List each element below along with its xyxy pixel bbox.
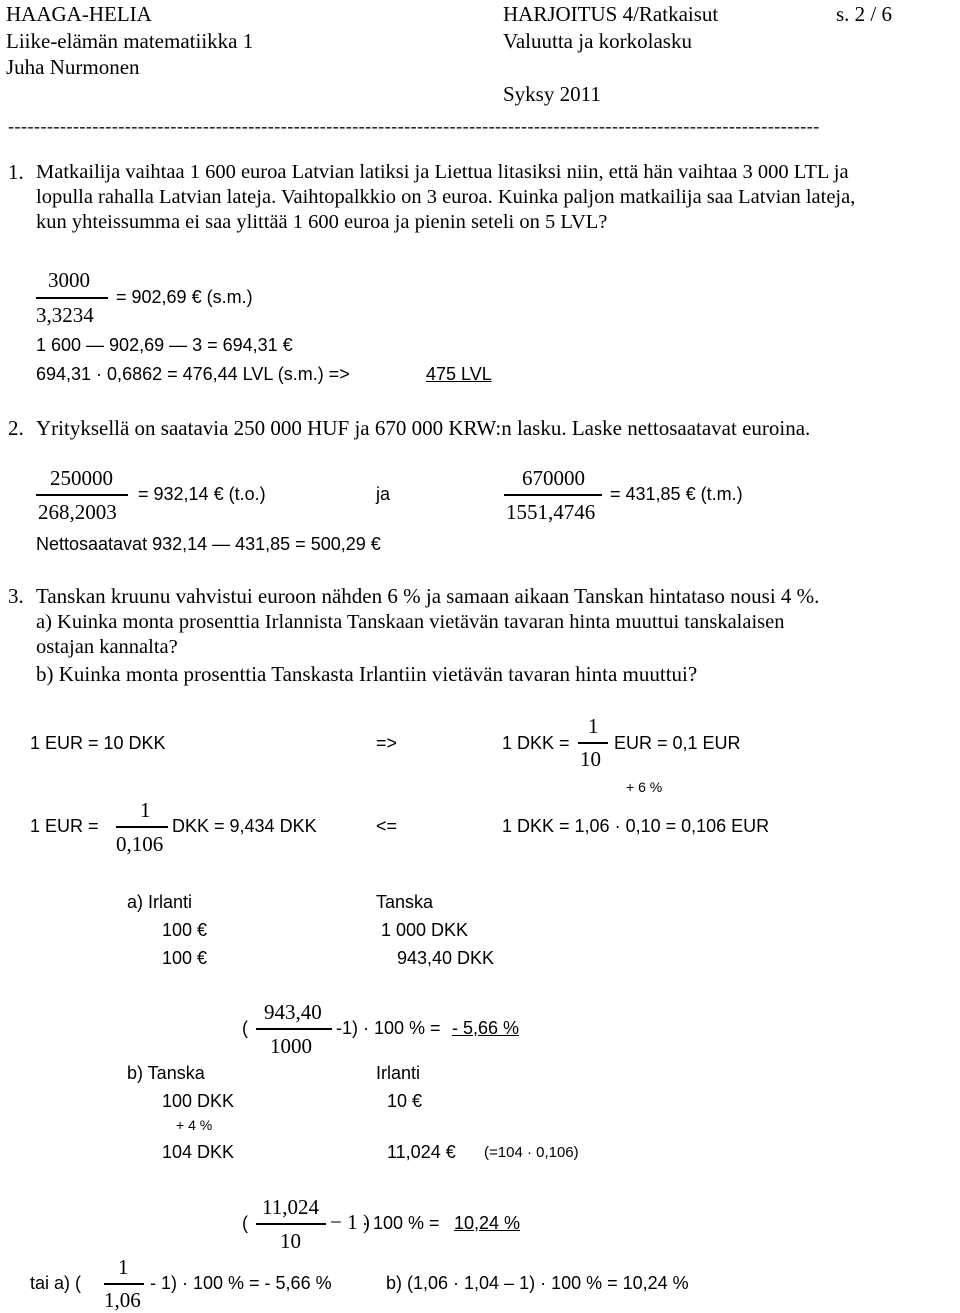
fraction-bar <box>578 742 608 744</box>
b-minus-one: − 1 ) <box>330 1210 370 1234</box>
rate-dkk-label: 1 DKK = <box>502 733 570 753</box>
a-frac-denominator: 1000 <box>270 1034 312 1058</box>
q2-ja: ja <box>376 484 391 504</box>
rate-eur-to-dkk: 1 EUR = 10 DKK <box>30 733 166 753</box>
page-number: s. 2 / 6 <box>836 2 893 26</box>
rate1-numerator: 1 <box>588 714 599 738</box>
q1-calc-line: 694,31 · 0,6862 = 476,44 LVL (s.m.) => <box>36 364 350 384</box>
b-heading: b) Tanska <box>127 1063 205 1083</box>
b-result: 10,24 % <box>454 1213 521 1233</box>
alt-frac-denominator: 1,06 <box>104 1288 141 1312</box>
q1-frac-result: = 902,69 € (s.m.) <box>116 287 253 307</box>
fraction-bar <box>256 1223 326 1225</box>
q2-net-amount: Nettosaatavat 932,14 — 431,85 = 500,29 € <box>36 534 381 554</box>
q2-frac2-numerator: 670000 <box>522 466 585 490</box>
fraction-bar <box>36 297 108 299</box>
plus-four-percent: + 4 % <box>176 1117 213 1133</box>
plus-six-percent: + 6 % <box>626 779 663 795</box>
rate-new-eur-result: DKK = 9,434 DKK <box>172 816 317 836</box>
q1-frac-numerator: 3000 <box>48 268 90 292</box>
a-row1-col1: 100 € <box>162 920 208 940</box>
q2-frac2-denominator: 1551,4746 <box>506 500 596 524</box>
q1-calc-line: 1 600 — 902,69 — 3 = 694,31 € <box>36 335 293 355</box>
rate2-denominator: 0,106 <box>116 832 164 856</box>
q3-part-a-question <box>36 610 784 660</box>
rate-new-dkk: 1 DKK = 1,06 · 0,10 = 0,106 EUR <box>502 816 770 836</box>
arrow-left: <= <box>376 816 398 836</box>
a-row1-col2: 1 000 DKK <box>381 920 469 940</box>
alt-frac-numerator: 1 <box>118 1255 129 1279</box>
a-calc: -1) · 100 % = <box>336 1018 441 1038</box>
a-row2-col1: 100 € <box>162 948 208 968</box>
q2-number: 2. <box>8 416 24 440</box>
q1-frac-denominator: 3,3234 <box>36 303 94 327</box>
b-open-paren: ( <box>242 1213 248 1233</box>
q2-frac1-denominator: 268,2003 <box>38 500 117 524</box>
b-row2-col1: 104 DKK <box>162 1142 235 1162</box>
q3-a-line: ostajan kannalta? <box>36 636 178 658</box>
a-col2-heading: Tanska <box>376 892 434 912</box>
q3-part-b-question: b) Kuinka monta prosenttia Tanskasta Irlantiin vietävän tavaran hinta muuttui? <box>36 662 698 686</box>
b-note: (=104 · 0,106) <box>484 1144 579 1161</box>
q2-frac1-numerator: 250000 <box>50 466 113 490</box>
header-divider: ----------------------------------------------------------------------------------------------------------------------------- <box>8 116 820 136</box>
rate1-denominator: 10 <box>580 747 601 771</box>
a-heading: a) Irlanti <box>127 892 193 912</box>
rate-new-eur-label: 1 EUR = <box>30 816 99 836</box>
b-col2-heading: Irlanti <box>376 1063 421 1083</box>
fraction-bar <box>116 826 168 828</box>
fraction-bar <box>256 1028 332 1030</box>
assignment-title: HARJOITUS 4/Ratkaisut <box>503 2 719 26</box>
a-result: - 5,66 % <box>452 1018 520 1038</box>
alt-b-calc: b) (1,06 · 1,04 – 1) · 100 % = 10,24 % <box>386 1273 689 1293</box>
author: Juha Nurmonen <box>6 55 140 79</box>
q2-frac2-result: = 431,85 € (t.m.) <box>610 484 743 504</box>
q1-answer: 475 LVL <box>426 364 492 384</box>
fraction-bar <box>36 494 128 496</box>
q1-line: lopulla rahalla Latvian lateja. Vaihtopalkkio on 3 euroa. Kuinka paljon matkailija saa Latvian lateja, <box>36 186 856 208</box>
a-frac-numerator: 943,40 <box>264 1000 322 1024</box>
b-frac-denominator: 10 <box>280 1229 301 1253</box>
b-calc: · 100 % = <box>362 1213 440 1233</box>
a-open-paren: ( <box>242 1018 248 1038</box>
a-row2-col2: 943,40 DKK <box>397 948 495 968</box>
fraction-bar <box>504 494 602 496</box>
b-frac-numerator: 11,024 <box>262 1195 319 1219</box>
q2-frac1-result: = 932,14 € (t.o.) <box>138 484 266 504</box>
rate2-numerator: 1 <box>140 798 151 822</box>
q2-text: Yrityksellä on saatavia 250 000 HUF ja 670 000 KRW:n lasku. Laske nettosaatavat euroina. <box>36 416 811 440</box>
term: Syksy 2011 <box>503 82 601 106</box>
b-row1-col1: 100 DKK <box>162 1091 235 1111</box>
school-name: HAAGA-HELIA <box>6 2 152 26</box>
q3-a-line: a) Kuinka monta prosenttia Irlannista Tanskaan vietävän tavaran hinta muuttui tanskalaisen <box>36 611 785 633</box>
alt-a-calc: - 1) · 100 % = - 5,66 % <box>150 1273 332 1293</box>
alt-prefix: tai a) ( <box>30 1273 82 1293</box>
fraction-bar <box>104 1283 144 1285</box>
q3-text: Tanskan kruunu vahvistui euroon nähden 6 % ja samaan aikaan Tanskan hintataso nousi 4 %. <box>36 584 820 608</box>
q3-number: 3. <box>8 584 24 608</box>
rate-dkk-result: EUR = 0,1 EUR <box>614 733 741 753</box>
q1-number: 1. <box>8 160 24 184</box>
topic: Valuutta ja korkolasku <box>503 29 692 53</box>
b-row1-col2: 10 € <box>387 1091 423 1111</box>
course-name: Liike-elämän matematiikka 1 <box>6 29 254 53</box>
b-row2-col2: 11,024 € <box>387 1142 456 1162</box>
q1-line: Matkailija vaihtaa 1 600 euroa Latvian latiksi ja Liettua litasiksi niin, että hän vaihtaa 3 000 LTL ja <box>36 161 849 183</box>
arrow-right: => <box>376 733 398 753</box>
q1-line: kun yhteissumma ei saa ylittää 1 600 euroa ja pienin seteli on 5 LVL? <box>36 211 608 233</box>
q1-text <box>36 160 855 235</box>
